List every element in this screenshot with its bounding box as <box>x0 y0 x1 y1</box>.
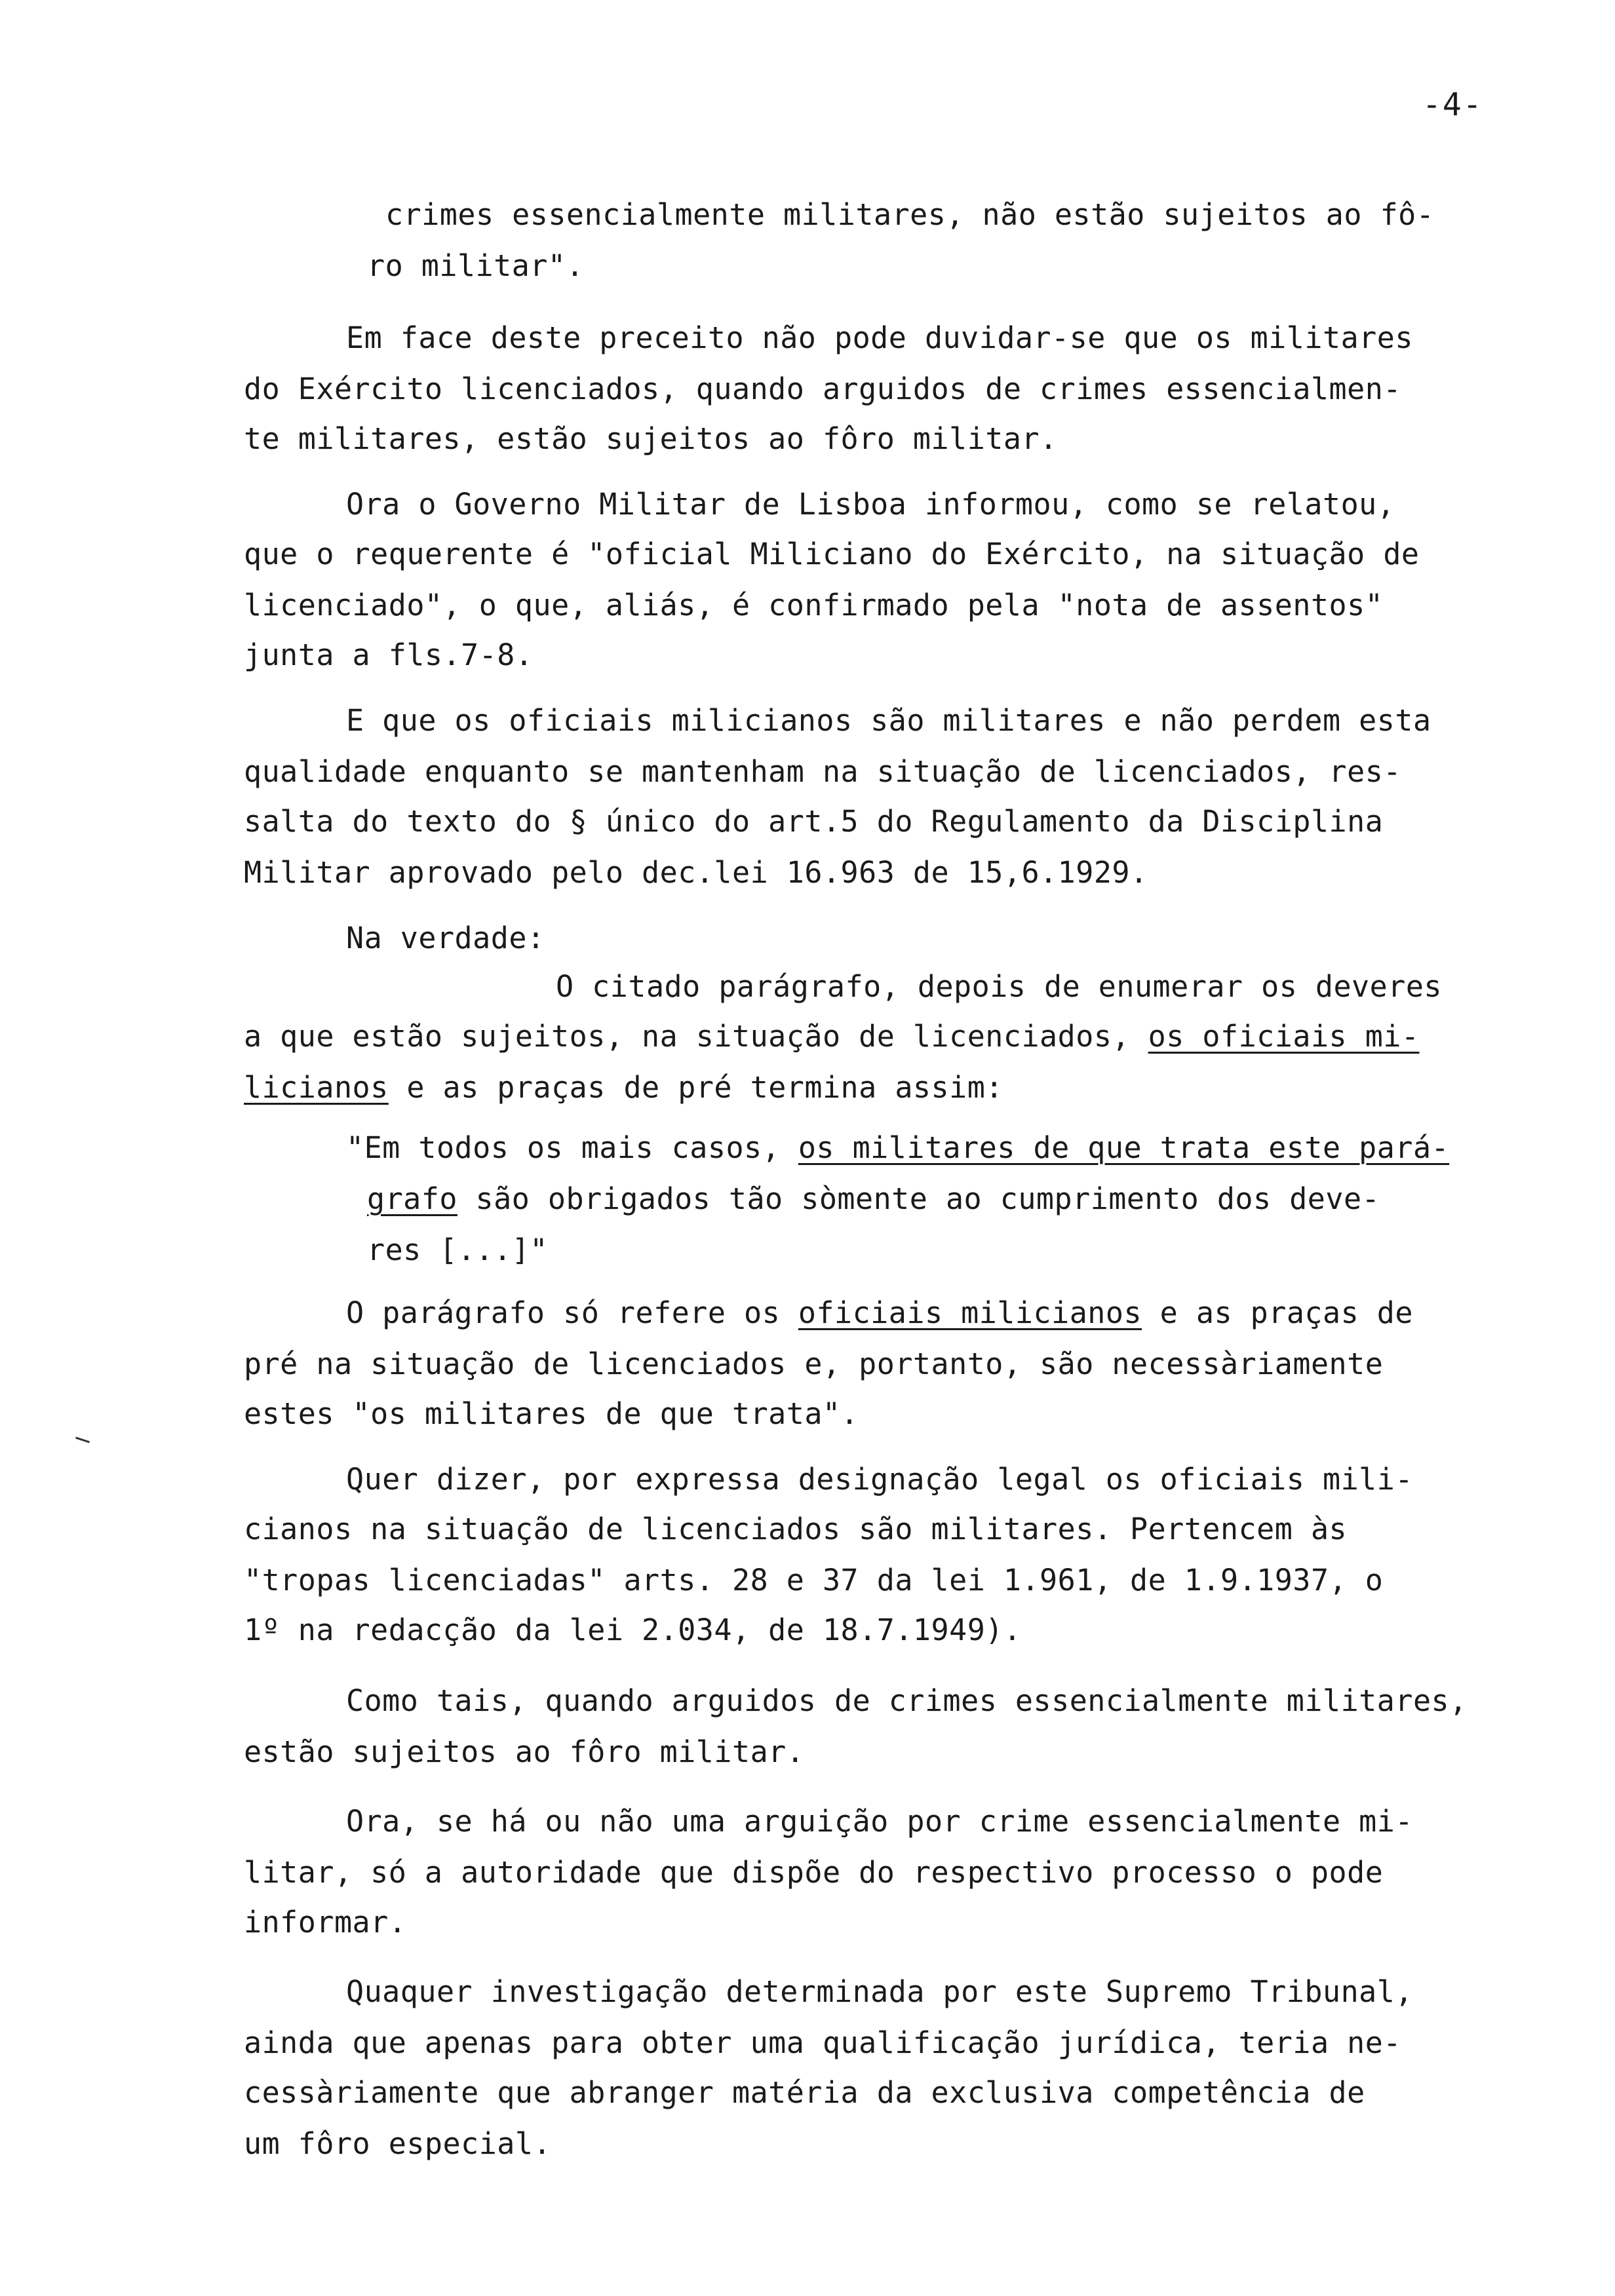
text-line: Ora o Governo Militar de Lisboa informou, como se relatou, <box>346 487 1395 522</box>
margin-mark <box>75 1437 90 1444</box>
text-line: do Exército licenciados, quando arguidos de crimes essencialmen- <box>244 372 1401 406</box>
text-line: Ora, se há ou não uma arguição por crime essencialmente mi- <box>346 1804 1413 1839</box>
text-line <box>367 1181 1380 1217</box>
text-span: e as praças de pré termina assim: <box>388 1070 1003 1105</box>
text-line: estes "os militares de que trata". <box>244 1396 859 1431</box>
text-line: licenciado", o que, aliás, é confirmado pela "nota de assentos" <box>244 588 1384 622</box>
text-line: Como tais, quando arguidos de crimes essencialmente militares, <box>346 1683 1468 1718</box>
text-line: ainda que apenas para obter uma qualificação jurídica, teria ne- <box>244 2025 1401 2060</box>
text-line: qualidade enquanto se mantenham na situação de licenciados, res- <box>244 754 1401 789</box>
text-line: Quer dizer, por expressa designação legal os oficiais mili- <box>346 1462 1413 1497</box>
text-line <box>346 320 1413 356</box>
text-line: Quaquer investigação determinada por este Supremo Tribunal, <box>346 1974 1413 2009</box>
text-span: Em face deste preceito não pode duvidar-se que os militares <box>346 320 1413 355</box>
underlined-text: oficiais milicianos <box>798 1295 1142 1330</box>
underlined-text: os militares de que trata este pará- <box>798 1130 1450 1165</box>
underlined-text: licianos <box>244 1070 389 1105</box>
text-line: cianos na situação de licenciados são militares. Pertencem às <box>244 1512 1348 1546</box>
underlined-text: os oficiais mi- <box>1148 1019 1420 1054</box>
text-line: crimes essencialmente militares, não estão sujeitos ao fô- <box>385 197 1435 232</box>
text-span: são obrigados tão sòmente ao cumprimento dos deve- <box>457 1181 1380 1216</box>
text-line: salta do texto do § único do art.5 do Regulamento da Disciplina <box>244 804 1384 839</box>
text-line: estão sujeitos ao fôro militar. <box>244 1734 805 1769</box>
underlined-text: grafo <box>367 1181 457 1216</box>
text-line: junta a fls.7-8. <box>244 638 534 672</box>
text-line: pré na situação de licenciados e, portanto, são necessàriamente <box>244 1347 1384 1381</box>
text-line <box>346 1130 1449 1166</box>
text-line: litar, só a autoridade que dispõe do respectivo processo o pode <box>244 1855 1384 1890</box>
text-line: Na verdade: <box>346 921 545 955</box>
text-line: Militar aprovado pelo dec.lei 16.963 de 15,6.1929. <box>244 855 1148 890</box>
text-span: "Em todos os mais casos, <box>346 1130 798 1165</box>
text-line <box>244 1018 1420 1055</box>
text-line: informar. <box>244 1905 407 1940</box>
text-line: E que os oficiais milicianos são militares e não perdem esta <box>346 703 1431 738</box>
page-number: -4- <box>1422 86 1483 123</box>
text-line <box>346 1295 1413 1331</box>
text-line: O citado parágrafo, depois de enumerar os deveres <box>556 969 1443 1004</box>
text-line: um fôro especial. <box>244 2126 552 2161</box>
text-line: 1º na redacção da lei 2.034, de 18.7.1949). <box>244 1613 1022 1647</box>
text-line: te militares, estão sujeitos ao fôro militar. <box>244 421 1058 456</box>
text-line: ro militar". <box>367 248 585 283</box>
text-line: cessàriamente que abranger matéria da exclusiva competência de <box>244 2075 1365 2110</box>
text-line: res [...]" <box>367 1233 548 1267</box>
text-line: que o requerente é "oficial Miliciano do Exército, na situação de <box>244 537 1420 571</box>
text-span: a que estão sujeitos, na situação de licenciados, <box>244 1019 1131 1054</box>
text-span: e as praças de <box>1142 1295 1413 1330</box>
text-line <box>244 1069 1003 1106</box>
text-line: "tropas licenciadas" arts. 28 e 37 da lei 1.961, de 1.9.1937, o <box>244 1563 1384 1598</box>
text-span: O parágrafo só refere os <box>346 1295 798 1330</box>
